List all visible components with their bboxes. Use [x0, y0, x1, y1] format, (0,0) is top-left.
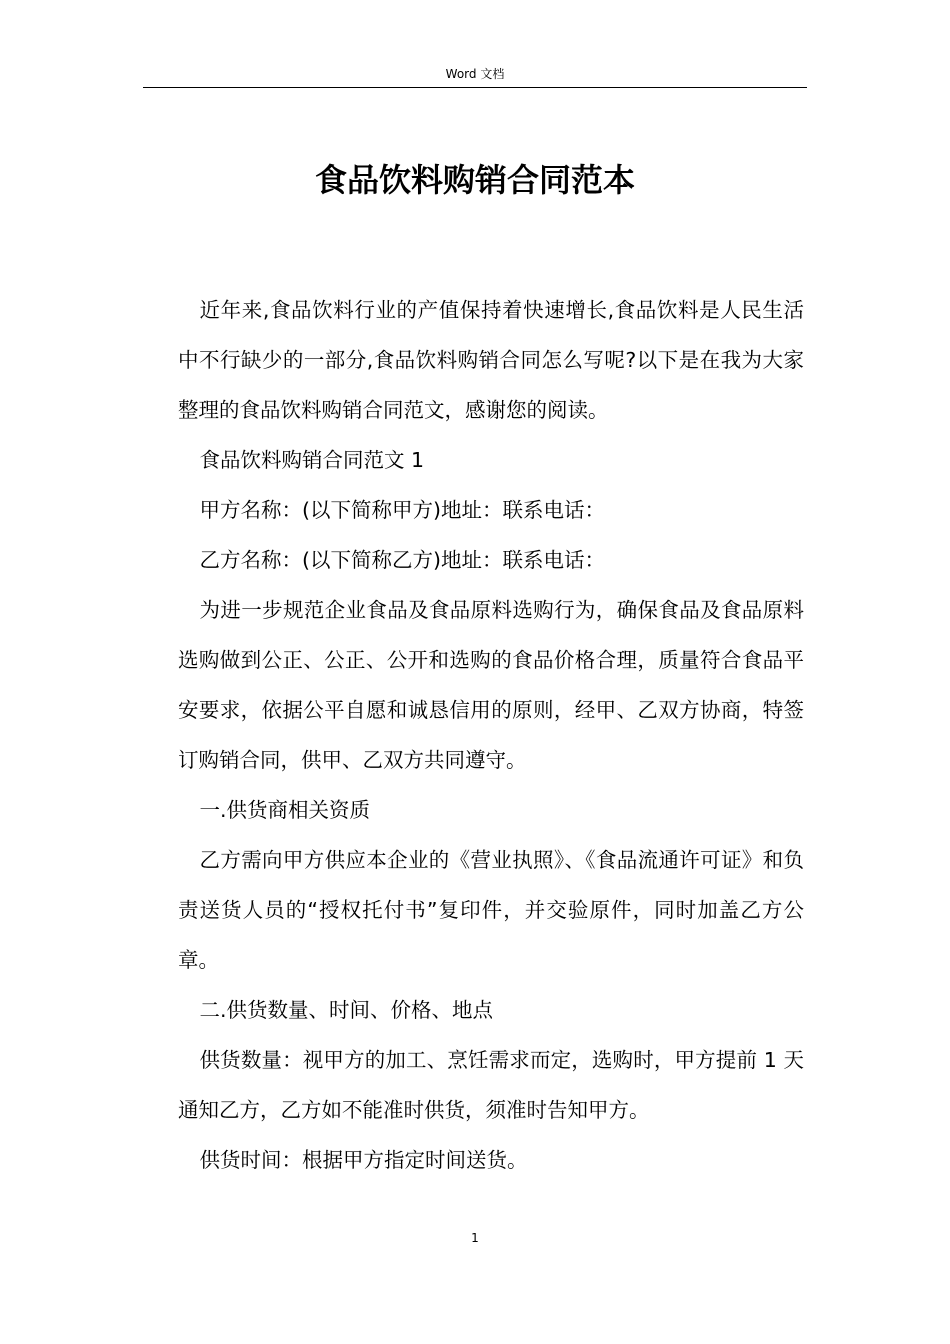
paragraph-party-b: 乙方名称：(以下简称乙方)地址：联系电话： [199, 548, 606, 572]
section-heading-supply-terms: 二.供货数量、时间、价格、地点 [199, 998, 494, 1022]
paragraph-supply-time: 供货时间：根据甲方指定时间送货。 [199, 1148, 528, 1172]
paragraph-party-a: 甲方名称：(以下简称甲方)地址：联系电话： [199, 498, 606, 522]
page-header-label: Word 文档 [445, 67, 505, 81]
header-divider [143, 87, 807, 88]
paragraph-intro: 近年来,食品饮料行业的产值保持着快速增长,食品饮料是人民生活中不行缺少的一部分,食品饮料购销合同怎么写呢?以下是在我为大家整理的食品饮料购销合同范文，感谢您的阅读。 [178, 298, 804, 422]
paragraph-qualifications: 乙方需向甲方供应本企业的《营业执照》、《食品流通许可证》和负责送货人员的“授权托付书”复印件，并交验原件，同时加盖乙方公章。 [178, 848, 804, 972]
paragraph-supply-quantity: 供货数量：视甲方的加工、烹饪需求而定，选购时，甲方提前 1 天通知乙方，乙方如不能准时供货，须准时告知甲方。 [178, 1048, 804, 1122]
section-heading-qualifications: 一.供货商相关资质 [199, 798, 371, 822]
paragraph-preamble: 为进一步规范企业食品及食品原料选购行为，确保食品及食品原料选购做到公正、公正、公开和选购的食品价格合理，质量符合食品平安要求，依据公平自愿和诚恳信用的原则，经甲、乙双方协商，特签订购销合同，供甲、乙双方共同遵守。 [178, 598, 804, 772]
paragraph-contract-heading: 食品饮料购销合同范文 1 [199, 448, 425, 472]
document-body [178, 285, 804, 1185]
document-title: 食品饮料购销合同范本 [314, 161, 635, 199]
page-number: 1 [471, 1231, 479, 1245]
